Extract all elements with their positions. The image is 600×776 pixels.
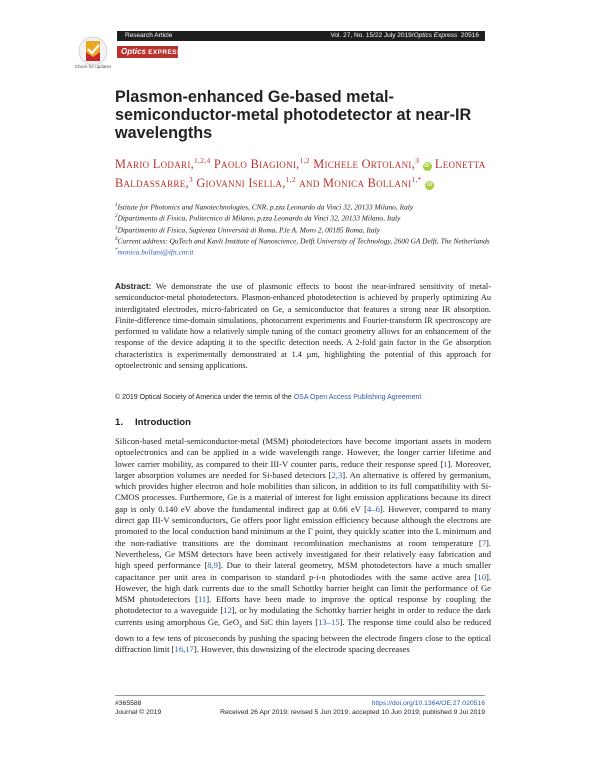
affiliation: $^4$Current address: QuTech and Kavli Institute of Nanoscience, Delft University of Technology, 2600 GA Delft, The Netherlands bbox=[115, 236, 490, 246]
author: Paolo Biagioni,$^{1,2}$ bbox=[213, 156, 310, 172]
journal-copyright: Journal © 2019 bbox=[115, 709, 162, 717]
doi-link[interactable]: https://doi.org/10.1364/OE.27.020516 bbox=[371, 700, 485, 707]
citation-link[interactable]: 11 bbox=[197, 594, 207, 605]
intro-text: ], or by modulating the Schottky barrier height in order to reduce the dark currents using amorphous Ge, GeO bbox=[115, 605, 491, 627]
intro-text: Silicon-based metal-semiconductor-metal (MSM) photodetectors have become important assets in modern optoelectronics and can be applied in a wide wavelength range. However, the longer carrier lifetime and lower carrier mobility, as compared to their III-V counter parts, reduce their response speed [ bbox=[115, 436, 491, 469]
intro-text: ]. The response time could also be reduced down to a few tens of picoseconds by pushing the spacing between the electrode fingers close to the optical diffraction limit [ bbox=[115, 616, 491, 655]
copyright-notice: © 2019 Optical Society of America under the terms of the OSA Open Access Publishing Agreement bbox=[115, 394, 422, 401]
introduction-body bbox=[115, 436, 491, 678]
author: Leonetta Baldassarre,$^3$ bbox=[115, 157, 486, 191]
affiliations bbox=[115, 201, 495, 257]
crossmark-icon[interactable] bbox=[78, 36, 108, 66]
footer-divider bbox=[115, 695, 485, 696]
intro-text: ]. Efforts have been made to improve the optical response by coupling the photodetector to a waveguide [ bbox=[115, 594, 491, 616]
orcid-icon[interactable]: iD bbox=[426, 182, 433, 189]
open-access-link[interactable]: OSA Open Access Publishing Agreement bbox=[293, 394, 422, 401]
abstract-text: We demonstrate the use of plasmonic effects to boost the near-infrared sensitivity of metal-semiconductor-metal photodetectors. Plasmon-enhanced photodetection is achieved by properly optimizing Au interdigitated electrodes, micro-fabricated on Ge, a semiconductor that features a strong near IR absorption. Finite-difference time-domain simulations, photocurrent experiments and Fourier-transform IR spectroscopy are performed to validate how a relatively simple tuning of the contact geometry allows for an enhancement of the response of the device adapting it to the specific detection needs. A 2-fold gain factor in the Ge absorption characteristics is experimentally demonstrated at 1.4 µm, highlighting the potential of this approach for optoelectronic and sensing applications. bbox=[115, 282, 491, 371]
author: Mario Lodari,$^{1,2,4}$ bbox=[115, 156, 211, 172]
citation-link[interactable]: 4–6 bbox=[366, 503, 380, 514]
citation-link[interactable]: 2,3 bbox=[331, 469, 343, 480]
citation-link[interactable]: 7 bbox=[481, 537, 486, 548]
journal-logo: Optics EXPRESS bbox=[117, 46, 178, 58]
intro-text: ]. However, compared to many direct gap III-V semiconductors, Ge offers poor light emission efficiency because although the electrons are promoted to the local conduction band minimum at the Γ point, they quickly scatter into the L minimum and the non-radiative transitions are the dominant recombination mechanisms at room temperature [ bbox=[115, 503, 491, 548]
affiliation: $^1$Istitute for Photonics and Nanotechnologies, CNR, p.zza Leonardo da Vinci 32, 20133 Milano, Italy bbox=[115, 202, 414, 212]
footer-right bbox=[220, 699, 485, 718]
intro-text: ]. However, this downsizing of the electrode spacing decreases bbox=[193, 644, 410, 655]
intro-text: and SiC thin layers [ bbox=[242, 616, 319, 627]
subscript: x bbox=[239, 623, 243, 630]
author-list bbox=[115, 153, 495, 191]
intro-text: ]. An alternative is offered by germanium, which provides higher electron and hole mobilities than silicon, in addition to its full compatibility with Si-CMOS processes. Furthermore, Ge is a material of interest for light emission applications because its direct gap is only 0.140 eV above the fundamental indirect gap at 0.66 eV [ bbox=[115, 469, 491, 514]
author: Michele Ortolani,$^3$ iD bbox=[313, 156, 430, 172]
citation-link[interactable]: 10 bbox=[477, 571, 486, 582]
citation-link[interactable]: 12 bbox=[223, 605, 232, 616]
footer-left bbox=[115, 699, 161, 718]
abstract bbox=[115, 281, 491, 371]
email-link[interactable]: monica.bollani@ifn.cnr.it bbox=[117, 247, 194, 257]
paper-title: Plasmon-enhanced Ge-based metal-semiconductor-metal photodetector at near-IR wavelengths bbox=[115, 88, 472, 142]
intro-text: ]. Due to their lateral geometry, MSM photodetectors have a much smaller capacitance per unit area in comparison to standard p-i-n photodiodes with the same active area [ bbox=[115, 560, 491, 582]
intro-text: ]. Moreover, larger absorption volumes are needed for Si-based detectors [ bbox=[115, 458, 491, 480]
article-id: #365588 bbox=[115, 700, 142, 707]
article-type: Research Article bbox=[125, 32, 173, 39]
crossmark-label[interactable]: Check for updates bbox=[74, 64, 112, 69]
author: Giovanni Isella,$^{1,2}$ bbox=[196, 175, 296, 191]
citation-link[interactable]: 13–15 bbox=[318, 616, 340, 627]
history-dates: Received 26 Apr 2019; revised 5 Jun 2019; accepted 10 Jun 2019; published 9 Jul 2019 bbox=[220, 709, 485, 717]
orcid-icon[interactable]: iD bbox=[424, 163, 430, 170]
volume-info: Vol. 27, No. 15/22 July 2019/Optics Express 20516 bbox=[330, 32, 479, 39]
author: and Monica Bollani$^{1,*}$ iD bbox=[299, 175, 433, 191]
intro-text: ]. However, the high dark currents due to the small Schottky barrier height can limit the performance of Ge MSM photodetectors [ bbox=[115, 571, 491, 605]
citation-link[interactable]: 1 bbox=[443, 458, 448, 469]
affiliation: $^3$Dipartimento di Fisica, Sapienza Università di Roma, P.le A. Moro 2, 00185 Roma, Italy bbox=[115, 225, 380, 234]
section-heading: 1. Introduction bbox=[115, 417, 191, 428]
intro-text: ]. Nevertheless, Ge MSM detectors have been actively investigated for their relatively easy fabrication and high speed performance [ bbox=[115, 537, 491, 571]
corresponding-email: *monica.bollani@ifn.cnr.it bbox=[115, 247, 194, 257]
journal-header-bar bbox=[117, 31, 485, 41]
affiliation: $^2$Dipartimento di Fisica, Politecnico di Milano, p.zza Leonardo da Vinci 32, 20133 Milano, Italy bbox=[115, 213, 401, 223]
citation-link[interactable]: 8,9 bbox=[207, 560, 218, 571]
abstract-label: Abstract: bbox=[115, 281, 152, 291]
citation-link[interactable]: 16,17 bbox=[174, 644, 194, 655]
